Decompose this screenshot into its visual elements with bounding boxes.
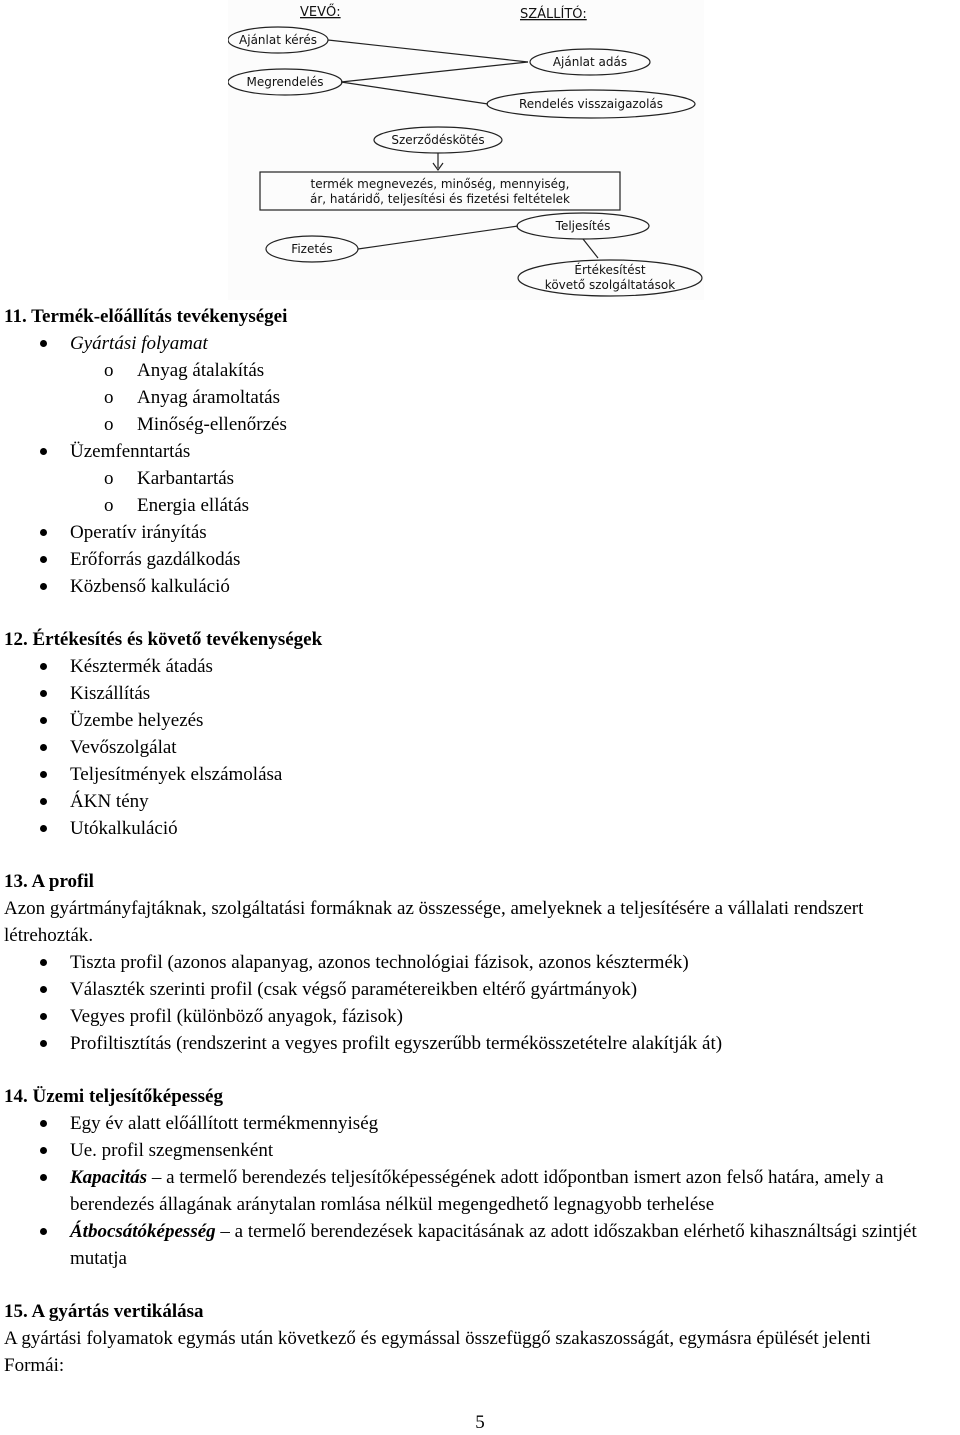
- term-throughput: Átbocsátóképesség: [70, 1221, 216, 1242]
- list-item: Választék szerinti profil (csak végső paramétereikben eltérő gyártmányok): [4, 976, 956, 1003]
- sub-list-item: o Energia ellátás: [4, 492, 956, 519]
- after-sales-line1: Értékesítést: [574, 263, 646, 277]
- term-capacity: Kapacitás: [70, 1167, 148, 1188]
- list-item: Teljesítmények elszámolása: [4, 761, 956, 788]
- section-12-title: 12. Értékesítés és követő tevékenységek: [4, 629, 323, 650]
- buyer-label: VEVŐ:: [300, 5, 341, 20]
- order-label: Megrendelés: [246, 75, 324, 89]
- list-item: Üzembe helyezés: [4, 707, 956, 734]
- sub-list-item: o Anyag áramoltatás: [4, 384, 956, 411]
- list-item: Egy év alatt előállított termékmennyiség: [4, 1110, 956, 1137]
- list-item-capacity: [4, 1164, 956, 1218]
- list-item-throughput: [4, 1218, 956, 1272]
- list-item: Vegyes profil (különböző anyagok, fázisok): [4, 1003, 956, 1030]
- list-item: Erőforrás gazdálkodás: [4, 546, 956, 573]
- section-15-paragraph: A gyártási folyamatok egymás után következő és egymással összefüggő szakaszosságát, egymásra épülését jelenti: [4, 1328, 871, 1349]
- payment-label: Fizetés: [291, 242, 333, 256]
- throughput-definition: – a termelő berendezések kapacitásának az adott időszakban elérhető kihasználtsági szintjét mutatja: [70, 1221, 917, 1269]
- section-14-title: 14. Üzemi teljesítőképesség: [4, 1086, 223, 1107]
- list-item: Utókalkuláció: [4, 815, 956, 842]
- list-item: Vevőszolgálat: [4, 734, 956, 761]
- section-13-title: 13. A profil: [4, 871, 94, 892]
- list-item: Kiszállítás: [4, 680, 956, 707]
- list-item: Késztermék átadás: [4, 653, 956, 680]
- list-item: Üzemfenntartás: [4, 438, 956, 465]
- contract-flow-diagram: [228, 0, 704, 300]
- page-number: 5: [475, 1412, 485, 1433]
- list-item: ÁKN tény: [4, 788, 956, 815]
- flow-diagram-svg: [228, 0, 704, 300]
- offer-label: Ajánlat adás: [552, 55, 628, 69]
- section-11-title: 11. Termék-előállítás tevékenységei: [4, 306, 288, 327]
- list-item: Tiszta profil (azonos alapanyag, azonos technológiai fázisok, azonos késztermék): [4, 949, 956, 976]
- after-sales-line2: követő szolgáltatások: [544, 278, 676, 292]
- contract-label: Szerződéskötés: [391, 133, 485, 147]
- capacity-definition: – a termelő berendezés teljesítőképességének adott időpontban ismert azon felső határa, amely a berendezés állagának aránytalan romlása nélkül megengedhető legnagyobb terhelése: [70, 1167, 884, 1215]
- fulfilment-label: Teljesítés: [555, 219, 611, 233]
- section-13-paragraph: Azon gyártmányfajtáknak, szolgáltatási formáknak az összessége, amelyeknek a teljesítésére a vállalati rendszert létrehozták.: [4, 898, 864, 946]
- section-15-title: 15. A gyártás vertikálása: [4, 1301, 204, 1322]
- list-item: Profiltisztítás (rendszerint a vegyes profilt egyszerűbb termékösszetételre alakítják át): [4, 1030, 956, 1057]
- list-item: Operatív irányítás: [4, 519, 956, 546]
- forms-label: Formái:: [4, 1355, 65, 1376]
- sub-list-item: o Anyag átalakítás: [4, 357, 956, 384]
- list-item: Közbenső kalkuláció: [4, 573, 956, 600]
- document-body: [4, 303, 956, 1379]
- supplier-label: SZÁLLÍTÓ:: [520, 7, 587, 22]
- offer-request-label: Ajánlat kérés: [239, 33, 317, 47]
- terms-line1: termék megnevezés, minőség, mennyiség,: [310, 177, 570, 191]
- list-item: Gyártási folyamat: [4, 330, 956, 357]
- terms-line2: ár, határidő, teljesítési és fizetési feltételek: [310, 192, 570, 206]
- list-item: Ue. profil szegmensenként: [4, 1137, 956, 1164]
- sub-list-item: o Karbantartás: [4, 465, 956, 492]
- order-confirm-label: Rendelés visszaigazolás: [518, 97, 664, 111]
- sub-list-item: o Minőség-ellenőrzés: [4, 411, 956, 438]
